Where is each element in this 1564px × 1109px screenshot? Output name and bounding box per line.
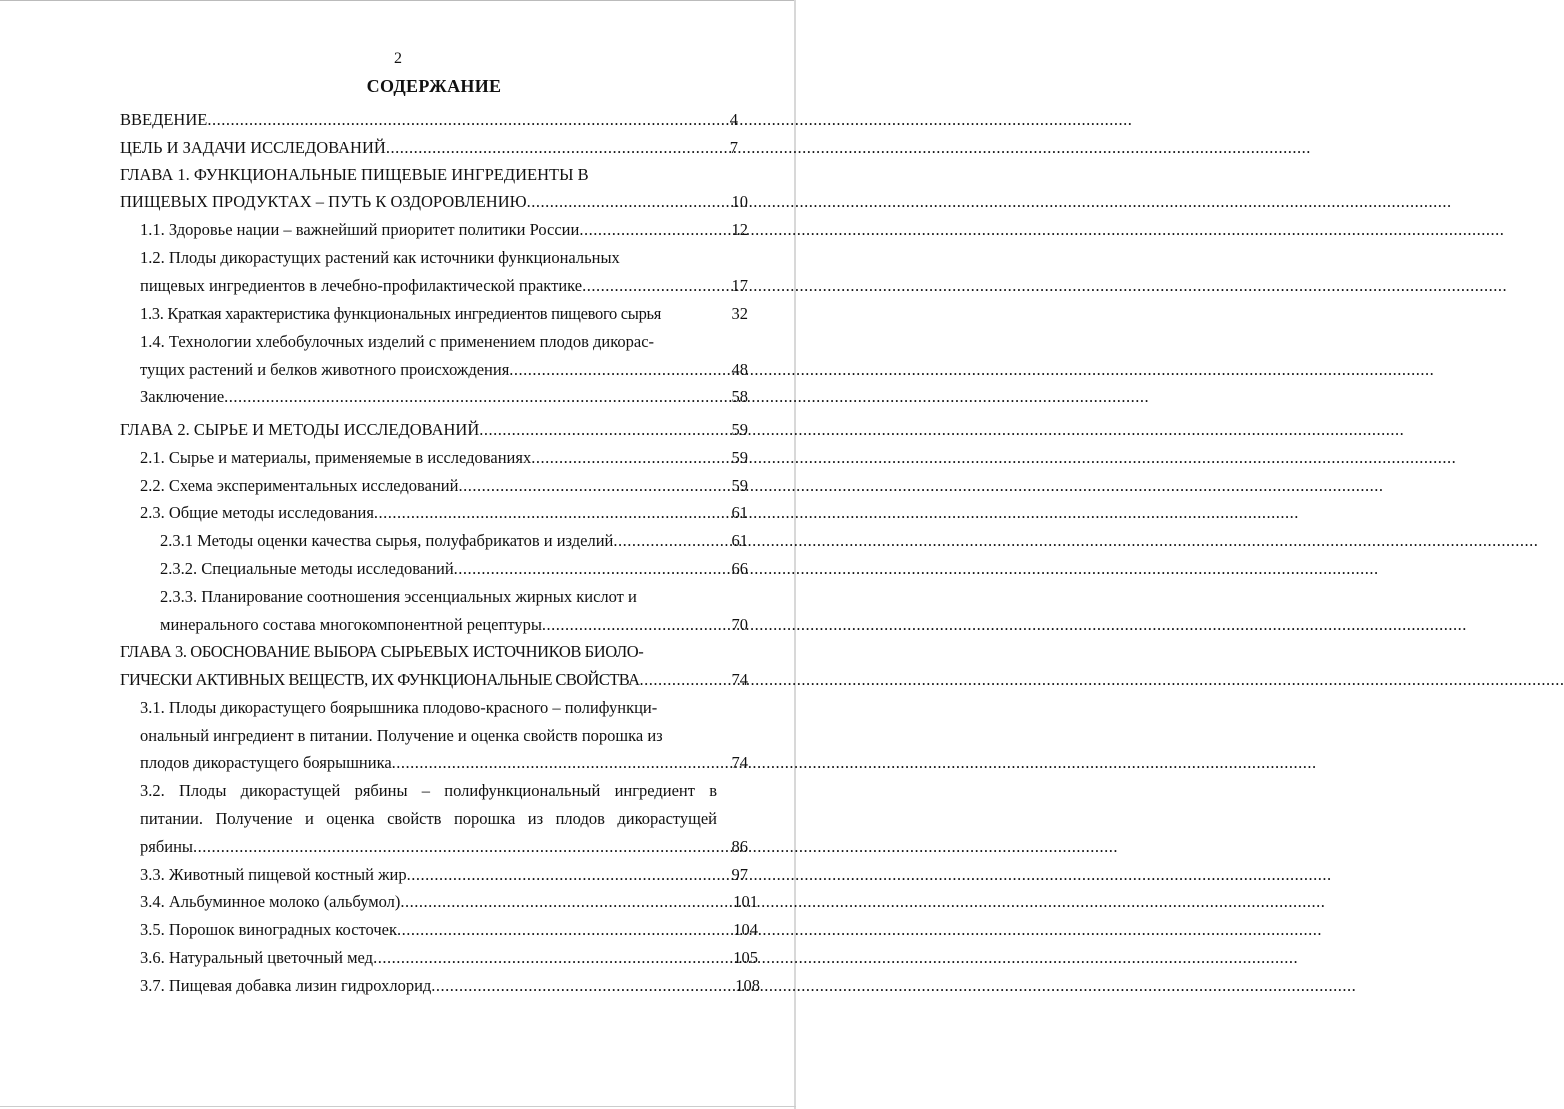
toc-entry-title: 1.3. Краткая характеристика функциональных ингредиентов пищевого сырья: [140, 304, 662, 323]
toc-entry-title: ГЛАВА 2. СЫРЬЕ И МЕТОДЫ ИССЛЕДОВАНИЙ: [120, 420, 480, 439]
toc-entry-page: 108: [735, 976, 760, 995]
toc-leader-dots: [397, 916, 1322, 944]
toc-entry-title: 2.3.3. Планирование соотношения эссенциальных жирных кислот и: [160, 587, 637, 606]
toc-entry-title: 3.7. Пищевая добавка лизин гидрохлорид: [140, 976, 432, 995]
toc-leader-dots: [386, 134, 1311, 162]
page-bottom-edge: [0, 1106, 796, 1107]
toc-entry-title: 3.5. Порошок виноградных косточек: [140, 920, 397, 939]
toc-entry: [140, 972, 760, 1000]
toc-entry-title: ГЛАВА 1. ФУНКЦИОНАЛЬНЫЕ ПИЩЕВЫЕ ИНГРЕДИЕНТЫ В: [120, 165, 589, 184]
toc-leader-dots: [193, 833, 1118, 861]
toc-entry-line2: [140, 805, 717, 833]
toc-leader-dots: [224, 383, 1149, 411]
toc-entry-line2: [140, 722, 710, 750]
toc-leader-dots: [458, 472, 1383, 500]
toc-entry-page: 48: [731, 360, 748, 379]
toc-entry-page: 61: [731, 503, 748, 522]
toc-entry: [140, 472, 748, 500]
toc-entry-page: 97: [731, 865, 748, 884]
toc-entry-page: 59: [731, 448, 748, 467]
toc-entry-page: 74: [731, 670, 748, 689]
toc-entry-page: 17: [731, 276, 748, 295]
toc-entry-title: 3.4. Альбуминное молоко (альбумол): [140, 892, 401, 911]
toc-entry-page: 104: [733, 920, 758, 939]
page-top-edge: [0, 0, 796, 1]
toc-entry-title: рябины: [140, 837, 193, 856]
toc-entry: [140, 356, 748, 384]
toc-entry-page: 66: [731, 559, 748, 578]
toc-entry-title: 2.3.2. Специальные методы исследований: [160, 559, 454, 578]
toc-entry-line1: [140, 777, 717, 805]
toc-leader-dots: [374, 499, 1299, 527]
toc-entry-page: 59: [731, 476, 748, 495]
toc-entry: [160, 555, 748, 583]
toc-leader-dots: [400, 888, 1325, 916]
toc-entry: [140, 444, 748, 472]
toc-entry-title: 1.4. Технологии хлебобулочных изделий с применением плодов дикорас-: [140, 332, 655, 351]
toc-entry-page: 86: [731, 837, 748, 856]
toc-entry: [140, 861, 748, 889]
toc-entry-page: 4: [729, 110, 738, 129]
toc-entry: [140, 300, 748, 328]
toc-entry-title: ПИЩЕВЫХ ПРОДУКТАХ – ПУТЬ К ОЗДОРОВЛЕНИЮ: [120, 192, 527, 211]
toc-entry-line1: [140, 244, 700, 272]
toc-entry-title: 2.3. Общие методы исследования: [140, 503, 374, 522]
toc-entry: [120, 666, 748, 694]
toc-entry-title: 1.2. Плоды дикорастущих растений как источники функциональных: [140, 248, 620, 267]
toc-entry-title: ональный ингредиент в питании. Получение и оценка свойств порошка из: [140, 726, 663, 745]
toc-entry-title: ВВЕДЕНИЕ: [120, 110, 208, 129]
toc-leader-dots: [639, 666, 1564, 694]
toc-entry-page: 32: [731, 304, 748, 323]
toc-entry: [140, 833, 748, 861]
toc-entry: [160, 611, 748, 639]
toc-entry: [120, 188, 748, 216]
toc-leader-dots: [479, 416, 1404, 444]
toc-entry-title: 1.1. Здоровье нации – важнейший приоритет политики России: [140, 220, 580, 239]
toc-entry-line1: [140, 328, 700, 356]
toc-entry-title: 2.2. Схема экспериментальных исследований: [140, 476, 459, 495]
toc-leader-dots: [207, 106, 1132, 134]
toc-leader-dots: [531, 444, 1456, 472]
toc-entry: [140, 944, 758, 972]
toc-entry-page: 59: [731, 420, 748, 439]
toc-leader-dots: [392, 749, 1317, 777]
toc-entry-page: 101: [733, 892, 758, 911]
toc-entry: [140, 888, 758, 916]
toc-entry-line1: [120, 638, 710, 666]
toc-leader-dots: [407, 861, 1332, 889]
toc-entry-page: 7: [729, 138, 738, 157]
toc-entry: [140, 383, 748, 411]
toc-leader-dots: [454, 555, 1379, 583]
toc-entry-title: минерального состава многокомпонентной рецептуры: [160, 615, 542, 634]
toc-entry-page: 61: [731, 531, 748, 550]
toc-entry: [160, 527, 748, 555]
toc-entry-page: 105: [733, 948, 758, 967]
toc-entry: [120, 416, 748, 444]
toc-entry-title: тущих растений и белков животного происхождения: [140, 360, 510, 379]
toc-entry: [140, 272, 748, 300]
toc-entry-title: 2.3.1 Методы оценки качества сырья, полуфабрикатов и изделий: [160, 531, 614, 550]
toc-leader-dots: [431, 972, 1356, 1000]
toc-entry-title: 2.1. Сырье и материалы, применяемые в исследованиях: [140, 448, 532, 467]
toc-entry-title: 3.2. Плоды дикорастущей рябины – полифункциональный ингредиент в: [140, 781, 717, 800]
toc-entry: [120, 106, 738, 134]
toc-leader-dots: [613, 527, 1538, 555]
toc-entry-page: 58: [731, 387, 748, 406]
toc-entry-title: 3.6. Натуральный цветочный мед: [140, 948, 374, 967]
toc-entry: [140, 216, 748, 244]
toc-entry: [140, 499, 748, 527]
toc-entry-page: 12: [731, 220, 748, 239]
toc-entry-title: ГЛАВА 3. ОБОСНОВАНИЕ ВЫБОРА СЫРЬЕВЫХ ИСТОЧНИКОВ БИОЛО-: [120, 642, 644, 661]
toc-entry-page: 10: [731, 192, 748, 211]
toc-entry-title: плодов дикорастущего боярышника: [140, 753, 392, 772]
toc-entry-title: пищевых ингредиентов в лечебно-профилактической практике: [140, 276, 583, 295]
toc-entry-line1: [160, 583, 690, 611]
toc-entry: [140, 916, 758, 944]
toc-entry-title: 3.3. Животный пищевой костный жир: [140, 865, 407, 884]
toc-entry-title: ЦЕЛЬ И ЗАДАЧИ ИССЛЕДОВАНИЙ: [120, 138, 386, 157]
toc-entry-page: 74: [731, 753, 748, 772]
toc-leader-dots: [373, 944, 1298, 972]
toc-entry-line1: [120, 161, 716, 189]
toc-entry-title: 3.1. Плоды дикорастущего боярышника плодово-красного – полифункци-: [140, 698, 658, 717]
toc-entry-title: ГИЧЕСКИ АКТИВНЫХ ВЕЩЕСТВ, ИХ ФУНКЦИОНАЛЬНЫЕ СВОЙСТВА: [120, 670, 640, 689]
toc-leader-dots: [542, 611, 1467, 639]
toc-leader-dots: [509, 356, 1434, 384]
toc-entry-title: Заключение: [140, 387, 225, 406]
toc-entry-line1: [140, 694, 710, 722]
toc-heading: СОДЕРЖАНИЕ: [366, 76, 502, 96]
toc-entry: [140, 749, 748, 777]
toc-entry-title: питании. Получение и оценка свойств порошка из плодов дикорастущей: [140, 809, 717, 828]
page-number: 2: [394, 50, 402, 67]
toc-leader-dots: [527, 188, 1452, 216]
toc-entry-page: 70: [731, 615, 748, 634]
toc-entry: [120, 134, 738, 162]
